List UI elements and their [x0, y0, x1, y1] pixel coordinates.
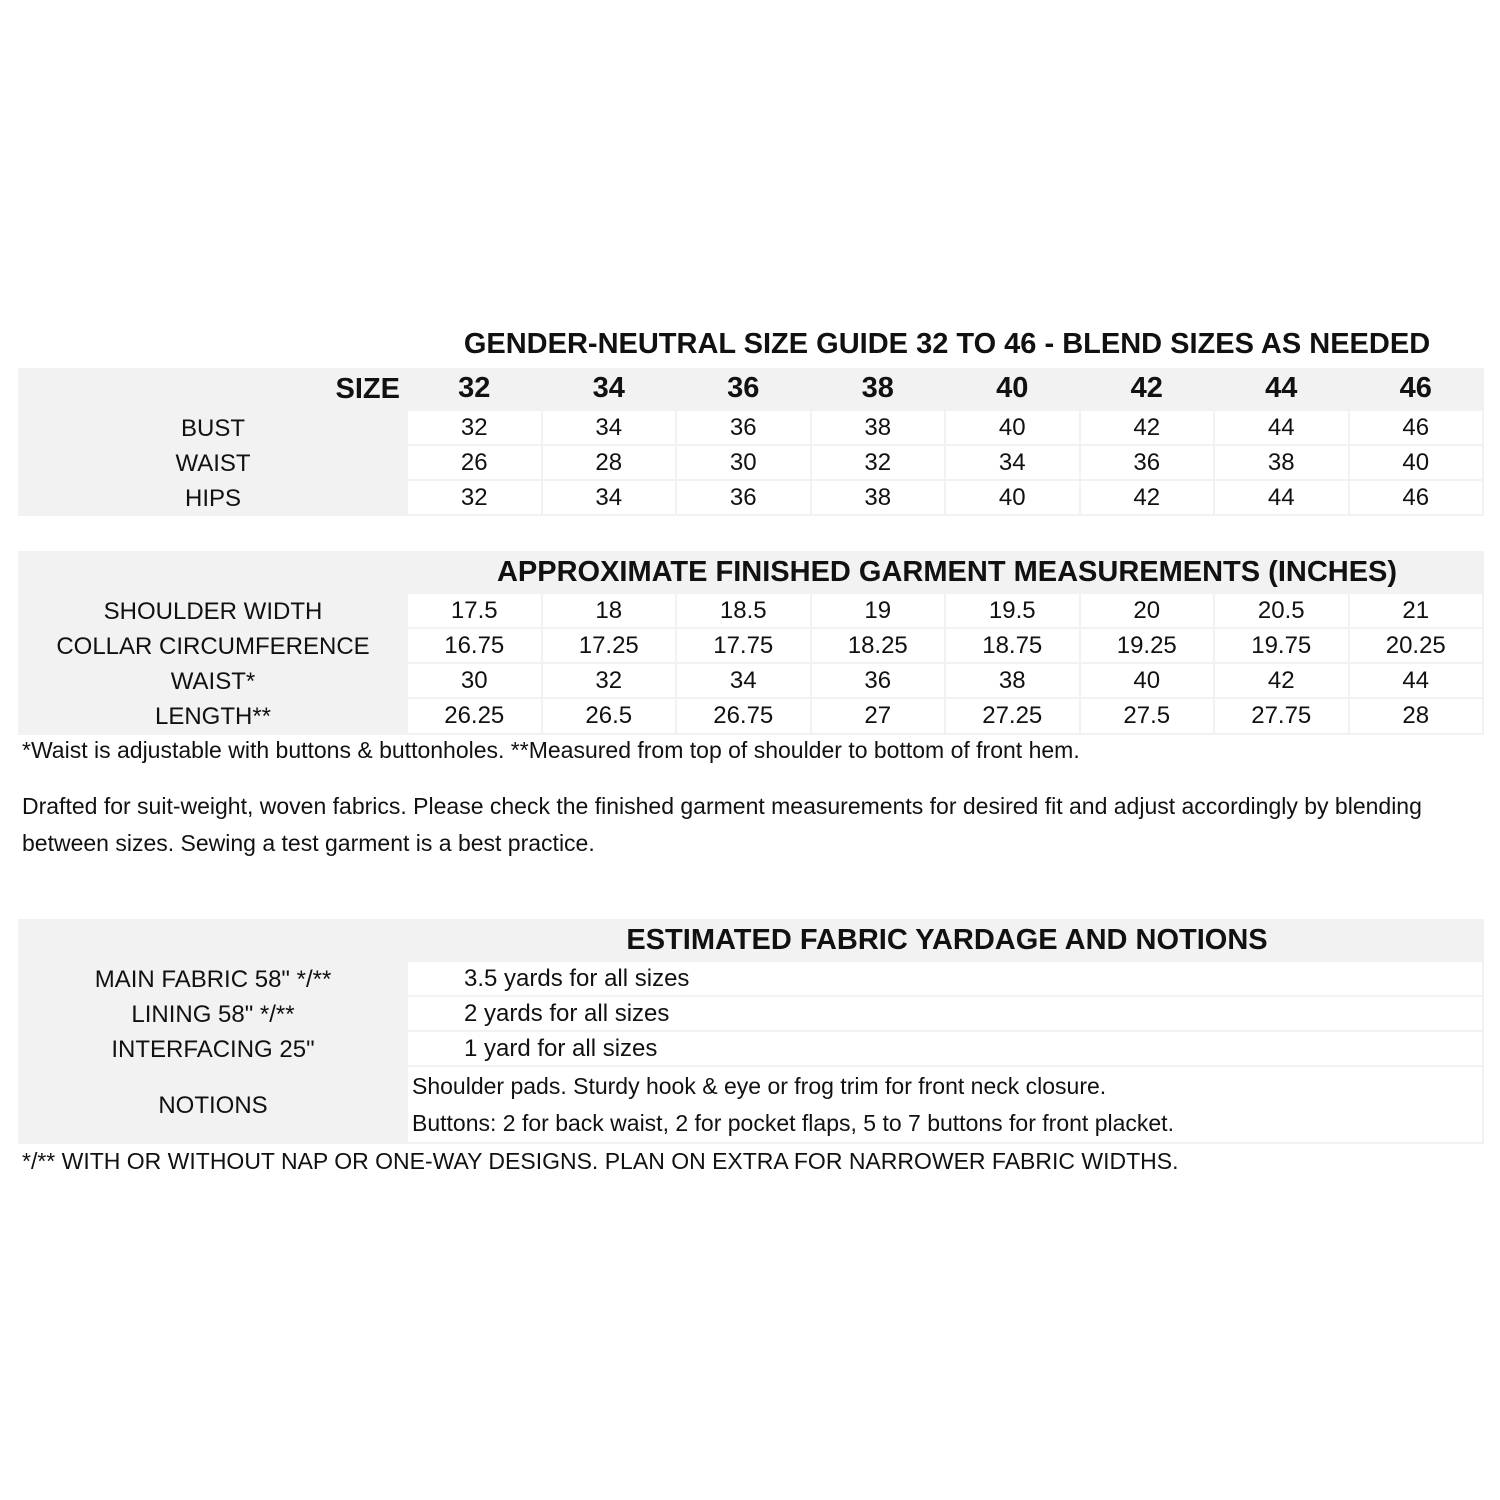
row-label: HIPS: [184, 484, 241, 512]
size-header-cell: 34: [592, 371, 625, 404]
table-row-interfacing: [18, 1032, 1484, 1067]
table-cell: 26: [408, 446, 541, 479]
table-row-waist: [18, 446, 1484, 481]
size-header-cell: 36: [727, 371, 760, 404]
table-cell: 36: [677, 481, 810, 514]
table-row-length: [18, 699, 1484, 735]
table-cell: 44: [1215, 411, 1348, 444]
table-cell: 18.5: [677, 594, 810, 627]
table-row-notions: [18, 1067, 1484, 1144]
table-cell: 40: [946, 481, 1079, 514]
table-cell: 17.5: [408, 594, 541, 627]
table-cell: 38: [812, 481, 945, 514]
notions-line: Shoulder pads. Sturdy hook & eye or frog trim for front neck closure.: [412, 1072, 1107, 1099]
yardage-footnote: */** WITH OR WITHOUT NAP OR ONE-WAY DESIGNS. PLAN ON EXTRA FOR NARROWER FABRIC WIDTHS.: [22, 1148, 1179, 1174]
table-cell: 30: [408, 664, 541, 697]
table-cell: 27: [812, 699, 945, 733]
table-cell: 42: [1081, 481, 1214, 514]
row-label: WAIST*: [170, 667, 256, 695]
yardage-title: ESTIMATED FABRIC YARDAGE AND NOTIONS: [626, 924, 1268, 956]
table-cell: 40: [1081, 664, 1214, 697]
table-cell: 30: [677, 446, 810, 479]
table-cell: 36: [1081, 446, 1214, 479]
row-label: MAIN FABRIC 58" */**: [94, 965, 332, 993]
row-label: LENGTH**: [154, 703, 272, 730]
table-cell: 34: [543, 411, 676, 444]
row-label: BUST: [180, 414, 245, 442]
finished-footnote: *Waist is adjustable with buttons & buttonholes. **Measured from top of shoulder to bottom of front hem.: [22, 737, 1080, 763]
yardage-value: 3.5 yards for all sizes: [408, 962, 1482, 995]
size-header-cell: 46: [1399, 371, 1432, 404]
table-cell: 44: [1350, 664, 1483, 697]
table-cell: 19.5: [946, 594, 1079, 627]
table-row-shoulder: [18, 594, 1484, 629]
table-cell: 40: [946, 411, 1079, 444]
table-cell: 26.25: [408, 699, 541, 733]
table-cell: 46: [1350, 411, 1483, 444]
size-guide-title: GENDER-NEUTRAL SIZE GUIDE 32 TO 46 - BLEND SIZES AS NEEDED: [463, 328, 1431, 360]
table-cell: 16.75: [408, 629, 541, 662]
table-cell: 34: [677, 664, 810, 697]
table-row-bust: [18, 411, 1484, 446]
table-cell: 34: [543, 481, 676, 514]
table-cell: 27.25: [946, 699, 1079, 733]
table-cell: 17.25: [543, 629, 676, 662]
row-label: WAIST: [175, 449, 251, 477]
yardage-value: 1 yard for all sizes: [408, 1032, 1482, 1065]
table-cell: 38: [812, 411, 945, 444]
table-cell: 32: [543, 664, 676, 697]
row-label: SHOULDER WIDTH: [103, 597, 323, 625]
notions-value: [408, 1067, 1482, 1142]
table-cell: 36: [812, 664, 945, 697]
table-cell: 19: [812, 594, 945, 627]
table-cell: 46: [1350, 481, 1483, 514]
table-cell: 42: [1215, 664, 1348, 697]
table-cell: 18.75: [946, 629, 1079, 662]
size-header-cell: 42: [1130, 371, 1163, 404]
table-cell: 27.75: [1215, 699, 1348, 733]
table-row-collar: [18, 629, 1484, 664]
table-cell: 20: [1081, 594, 1214, 627]
fit-paragraph: Drafted for suit-weight, woven fabrics. Please check the finished garment measurements for desired fit and adjust accordingly by blending between sizes. Sewing a test garment is a best practice.: [22, 793, 1422, 856]
table-cell: 32: [408, 411, 541, 444]
table-row-lining: [18, 997, 1484, 1032]
table-row-main-fabric: [18, 962, 1484, 997]
table-row-waist-finished: [18, 664, 1484, 699]
row-label: INTERFACING 25": [111, 1035, 315, 1063]
table-cell: 34: [946, 446, 1079, 479]
size-header-label: SIZE: [335, 372, 400, 405]
yardage-value: 2 yards for all sizes: [408, 997, 1482, 1030]
size-header-row: [18, 368, 1484, 410]
table-cell: 32: [812, 446, 945, 479]
row-label: NOTIONS: [158, 1091, 268, 1119]
size-header-cell: 44: [1265, 371, 1298, 404]
table-cell: 19.25: [1081, 629, 1214, 662]
table-cell: 18: [543, 594, 676, 627]
table-cell: 20.25: [1350, 629, 1483, 662]
table-cell: 20.5: [1215, 594, 1348, 627]
table-cell: 18.25: [812, 629, 945, 662]
table-cell: 38: [1215, 446, 1348, 479]
table-cell: 27.5: [1081, 699, 1214, 733]
table-cell: 28: [1350, 699, 1483, 733]
table-cell: 40: [1350, 446, 1483, 479]
table-cell: 21: [1350, 594, 1483, 627]
table-cell: 19.75: [1215, 629, 1348, 662]
size-header-cell: 38: [861, 371, 894, 404]
row-label: LINING 58" */**: [131, 1000, 295, 1028]
notions-line: Buttons: 2 for back waist, 2 for pocket flaps, 5 to 7 buttons for front placket.: [412, 1109, 1174, 1136]
table-cell: 38: [946, 664, 1079, 697]
size-header-cell: 32: [458, 371, 491, 404]
table-cell: 26.5: [543, 699, 676, 733]
finished-measurements-title: APPROXIMATE FINISHED GARMENT MEASUREMENTS (INCHES): [496, 556, 1398, 588]
table-cell: 44: [1215, 481, 1348, 514]
size-header-cell: 40: [996, 371, 1029, 404]
row-label: COLLAR CIRCUMFERENCE: [56, 632, 370, 660]
table-cell: 28: [543, 446, 676, 479]
table-cell: 42: [1081, 411, 1214, 444]
table-cell: 32: [408, 481, 541, 514]
table-cell: 17.75: [677, 629, 810, 662]
table-cell: 26.75: [677, 699, 810, 733]
table-row-hips: [18, 481, 1484, 516]
table-cell: 36: [677, 411, 810, 444]
